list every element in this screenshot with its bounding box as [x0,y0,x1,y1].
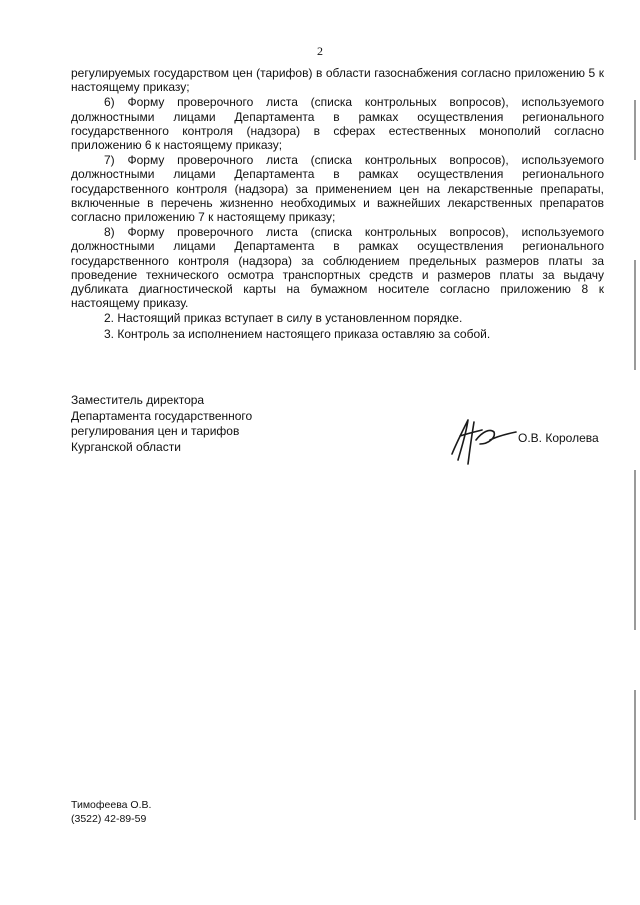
executor-name: Тимофеева О.В. [71,799,152,811]
paragraph-item-7: 7) Форму проверочного листа (списка контрольных вопросов), используемого должностными лицами Департамента в рамках осуществления регионального государственного контроля (надзора) за применением цен на лекарственные препараты, включенные в перечень жизненно необходимых и важнейших лекарственных препаратов согласно приложению 7 к настоящему приказу; [71,153,604,225]
scan-edge-mark [634,470,636,630]
scan-edge-mark [634,100,636,160]
signatory-title-line: Курганской области [71,439,181,454]
scan-edge-mark [634,260,636,370]
handwritten-signature [446,410,520,466]
signatory-title-line: Департамента государственного [71,408,253,423]
paragraph-clause-3: 3. Контроль за исполнением настоящего приказа оставляю за собой. [104,326,491,341]
signatory-title-line: Заместитель директора [71,393,205,407]
signatory-title [71,393,252,455]
document-body [71,66,604,342]
signatory-title-line: регулирования цен и тарифов [71,424,240,438]
signer-name: О.В. Королева [518,431,599,445]
paragraph-item-8: 8) Форму проверочного листа (списка контрольных вопросов), используемого должностными лицами Департамента в рамках осуществления регионального государственного контроля (надзора) за соблюдением предельных размеров платы за проведение технического осмотра транспортных средств и размеров платы за выдачу дубликата диагностической карты на бумажном носителе согласно приложению 8 к настоящему приказу. [71,225,604,311]
paragraph-item-6: 6) Форму проверочного листа (списка контрольных вопросов), используемого должностными лицами Департамента в рамках осуществления регионального государственного контроля (надзора) в сферах естественных монополий согласно приложению 6 к настоящему приказу; [71,95,604,153]
paragraph-clause-2: 2. Настоящий приказ вступает в силу в установленном порядке. [104,311,463,326]
paragraph-continuation: регулируемых государством цен (тарифов) в области газоснабжения согласно приложению 5 к настоящему приказу; [71,66,604,95]
executor-phone: (3522) 42-89-59 [71,813,147,825]
page-number: 2 [317,44,323,58]
executor-info [71,798,151,826]
scan-edge-mark [634,690,636,820]
